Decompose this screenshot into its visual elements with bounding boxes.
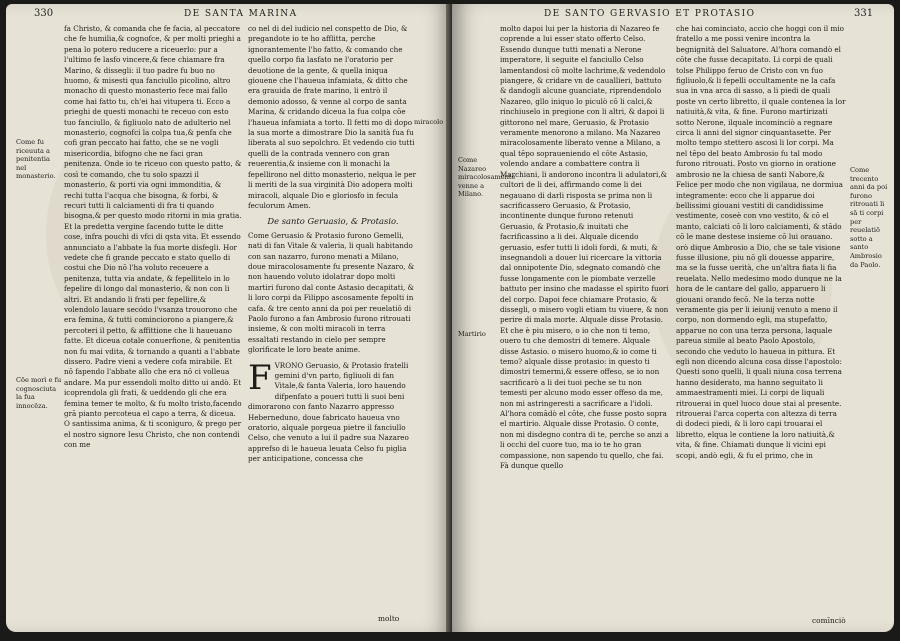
right-column-1 <box>500 24 670 628</box>
margin-note-milano: Come Nazareo miracolosamente venne a Milano. <box>458 156 516 199</box>
section-title: De santo Geruasio, & Protasio. <box>267 216 399 227</box>
chapter-opening <box>248 357 418 465</box>
text-block: che hai cominciato, accio che hoggi con il mio fratello a me possi venire incontra la begnignità del Saluatore. Al'hora comandò el cōte che fusse decapitato. Li corpi de quali tolse Philippo feruo de Cristo con vn fuo figliuolo,& li fepelli occultamente ne la cafa sua in vna arca di sasso, a li piedi de quali poste vn certo libretto, il quale contenea la lor natiuità,& vita, & fine. Furono martirizati sotto Nerone, ilquale incominciò a regnare circa li anni del signor cinquantasette. Per molto tempo stettero ascosi li lor corpi. Ma nel tēpo del beato Ambrosio fu tal modo furono ritrouati. Posto vn giorno in oratione ambrosio ne la chiesa de santi Nabore,& Felice per modo che non vigilaua, ne dormiua integramente: ecco che li apparue doi bellissimi giouani vestiti di candidissime vestimente, coseè con vno vestito, & cō el manto, calciati cō li loro calciamenti, & stādo cō le mane destese insieme cō lui orauano. orò dique Ambrosio a Dio, che se tale visione fusse illusione, piu nō gli douesse apparire, ma se la fusse uerità, che un'altra fiata li fia reuelata. Nello medesimo modo dunque ne la hora de le cantare del gallo, apparuero li giouani orando fecō. Ne la terza notte veramente gia per li ieiunij venuto a meno il corpo, non dormendo egli, ma stupefatto, apparue no con una terza persona, laquale pareua simile al beato Paolo Apostolo, secondo che veduto lo haueua in pittura. Et egli non dicendo alcuna cosa disse l'apostolo: Questi sono quelli, li quali niuna cosa terrena hanno desiderato, ma hanno seguitato li ammaestramenti miei. Li corpi de liquali ritrouerai in quel luoco doue stai al presente. ritrouerai l'arca coperta con altezza di terra di dodeci piedi, & li loro capi trouarai el libretto, elqua le contiene la loro natiuità,& vita, & fine. Chiamati dunque li vicini epi scopi, andò egli, & fu el primo, che in <box>676 24 846 460</box>
catchword-right: comīnciò <box>812 616 846 625</box>
open-book <box>6 4 894 634</box>
text-block: co nel di del iudicio nel conspetto de Dio, & pregandote io te ho afflitta, perche ignorantemente l'ho fatto, & comando che quello corpo fia lasfato ne l'oratorio per deuotione de la gente, & quella iniqua giouene che l'haueua infamiata, & ditto che era grauida de frate marino, li entrò il demonio adosso, & venne al corpo de santa Marina, & cridando diceua la fua colpa cōe l'haueua infamiata a torto. Il fetti mo di dopo la sua morte a dimostrare Dio la sanità fua fu liberata al suo sepolchro. Et vedendo cio tutti quelli de la contrada vennero con gran reuerentia,& insieme con li monachi la fepellirono nel ditto monasterio, nelqua le per li meriti de la sua virginità Dio adopera molti miracoli, alquale Dio e gloriosfo in fecula feculorum Amen. <box>248 24 417 210</box>
right-column-2 <box>676 24 846 614</box>
margin-note-rediscovery: Come trecento anni da poi furono ritrouati li sā ti corpi per reuelatiō sotto a santo Ambrosio da Paolo. <box>850 166 888 269</box>
text-block: fa Christo, & comanda che fe facia, al peccatore che fe humilia,& cognofce, & per molti prieghi a pena lo potero reducere a riceuerlo: pur a l'ultimo fe lasfo vincere,& fece chiamare fra Marino, & dissegli: il tuo padre fu buo no huomo, & misesti qua fanciullo picolino, altro monacho di questo monasterio fece mai fallo come hai fatto tu, ch'ei hai vitupera ti. Ecco a prieghi de questi monachi te receuo con esto tuo fanciullo, & figliuolo nato de adulterio nel monasterio, cognofci la colpa tua,& penfa che cofi gran peccato hai fatto, che se ne vogli misericordia, bifogno che ne faci gran penitenza. Onde io te riceuo con questo patto, & così te comando, che tu solo spazzi il monasterio, & porti via ogni immonditia, & rechi tutta l'acqua che bisogna, & forbi, & recuri tutti li calciamenti di fra ti quando bisogna,& per questo modo ritorni in mia gratia. Et la predetta vergine facendo tutte le ditte cose, infra pouchi di vfci di qsta vita. Et essendo annunciato a l'abbate la fua morte disfegli. Hor vedete che fi grande peccato e stato quello di costui che Dio nō l'ha voluto receuere a penitenza, tutta via andate, & fepellitelo in lo fepelire di longo dal monasterio, & non con li altri. Et andando li frati per fepellire,& volendolo lauare secódo l'vsanza trouorono che era femina, & tutti cominciorono a piangere,& percoteri il petto, & affittione che li haueuano fatte. Et diceua cotale conuerfione, & penitentia non fu mai vdita, & tornando a quanti a l'abbate dissero. Padre vieni a vedere cofa mirabile. Et nō fapendo l'abbate allo che era nō ci volleua andare. Ma pur essendoli molto ditto ui andò. Et icoprendola gli frati, & ueddendo gli che era femina temer te molto, & fu molto tristo,facendo grā pianto percoteua el capo a terra, & diceua. O santissima anima, & ti sconiguro, & prego per el nostro signore Iesu Christo, che non contendi con me <box>64 24 242 450</box>
running-head-left: DE SANTA MARINA <box>184 9 298 19</box>
left-page <box>6 4 452 632</box>
page-number-right: 331 <box>854 8 874 19</box>
left-column-1 <box>64 24 242 628</box>
left-column-2 <box>248 24 418 584</box>
margin-note-martirio: Martirio <box>458 330 486 338</box>
summary-block: Come Geruasio & Protasio furono Gemelli, nati di fan Vitale & valeria, li quali habitando con san nazarro, furono menati a Milano, doue miracolosamente fu presente Nazaro, & non hauendo voluto idolatrar dopo molti martiri furono dal conte Astasio decapitati, & li loro corpi da Filippo ascosamente fepolti in cafa. & tre cento anni da poi per reuelatiō di Paolo furono a fan Ambrosio furono ritrouati insieme, & con molti miracoli in terra essaltati restando in cielo per sempre glorificate le loro beate anime. <box>248 230 415 355</box>
text-block: molto dapoi lui per la historia di Nazareo fe coprende a lui esser stato offerto Celso. Essendo dunque tutti menati a Nerone imperatore, li seguite el fanciullo Celso lamentandosi cō molte lachrime,& vedendolo piangere, & cridare vn de cauallieri, battuto & dandogli alcune guanciate, riprendendolo Nazareo, gllo iniquo lo piculò cō li calci,& rinchiuselo in pregione con li altri, & dapoi li gittorono nel mare, Geruasio, & Protasio veramente menorono a milano. Ma Nazareo miracolosamente liberato venne a Milano, a qual tēpo sopraueniendo el cōte Astasio, volendo andare a combattere contra li Marchiani, li andorono incontra li adulatori,& cultori de li dei, affirmando come li dei negauano di darli risposta se prima non li sacrificassero Geruasio, & Protasio, incontinente dunque furono retenuti Geruasio, & Protasio,& inuitati che facrificassino a li dei. Alquale dicendo geruasio, esfer tutti li idoli fordi, & muti, & insegnandoli a douer lui ricercare la vittoria dal onnipotente Dio, sdegnato comandò che fusse longamente con le piombate verzelle battuto per insino che madasse el spirito fuori del corpo. Dapoi fece chiamare Protasio, & dissegli, o misero vogli etiam tu viuere, & non perire di mala morte. Alquale disse Protasio. Et che è piu misero, o io che non ti temo, ouero tu che demostri di temere. Alquale disse Astasio. o misero huomo,& io come ti temo? alquale disse protasio: in questo ti dimostri temermi,& essere offeso, se io non sacrificarò a li dei tuoi peche se tu non temesti per alcuno modo esser offeso da me, non mi astringeresti a sacrificare a l'idoli. Al'hora comādò el cōte, che fusse posto sopra el martirio. Alquale disse Protasio. O conte, non mi disdegno contra di te, perche so anzi a li occhi del cuore tuo, ma io te ho gran compassione, non sapendo tu quello, che fai. Fà dunque quello <box>500 24 669 471</box>
page-number-left: 330 <box>34 8 54 19</box>
text-block: VRONO Geruasio, & Protasio fratelli gemini d'vn parto, figliuoli di fan Vitale,& fanta Valeria, loro hauendo difpenfato a poueri tutti li suoi beni dimorarono con fanto Nazarro appresso Heberneduno, doue fabricato haueua vno oratorio, alquale porgeua pietre il fanciullo Celso, che venuto a lui il padre sua Nazareo apprefso di le haueua leuata Celso fu piglia per anticipatione, concessa che <box>248 360 409 464</box>
margin-note-miracolo: miracolo <box>414 118 444 126</box>
running-head-right: DE SANTO GERVASIO ET PROTASIO <box>544 9 756 19</box>
right-page <box>452 4 894 632</box>
catchword-left: molto <box>378 614 400 623</box>
drop-capital: F <box>248 357 272 398</box>
margin-note-death: Cōe morì e fu cognosciuta la fua innocēza. <box>16 376 62 410</box>
margin-note-penitence: Come fu riceuuta a penitentia nel monasterio. <box>16 138 56 181</box>
